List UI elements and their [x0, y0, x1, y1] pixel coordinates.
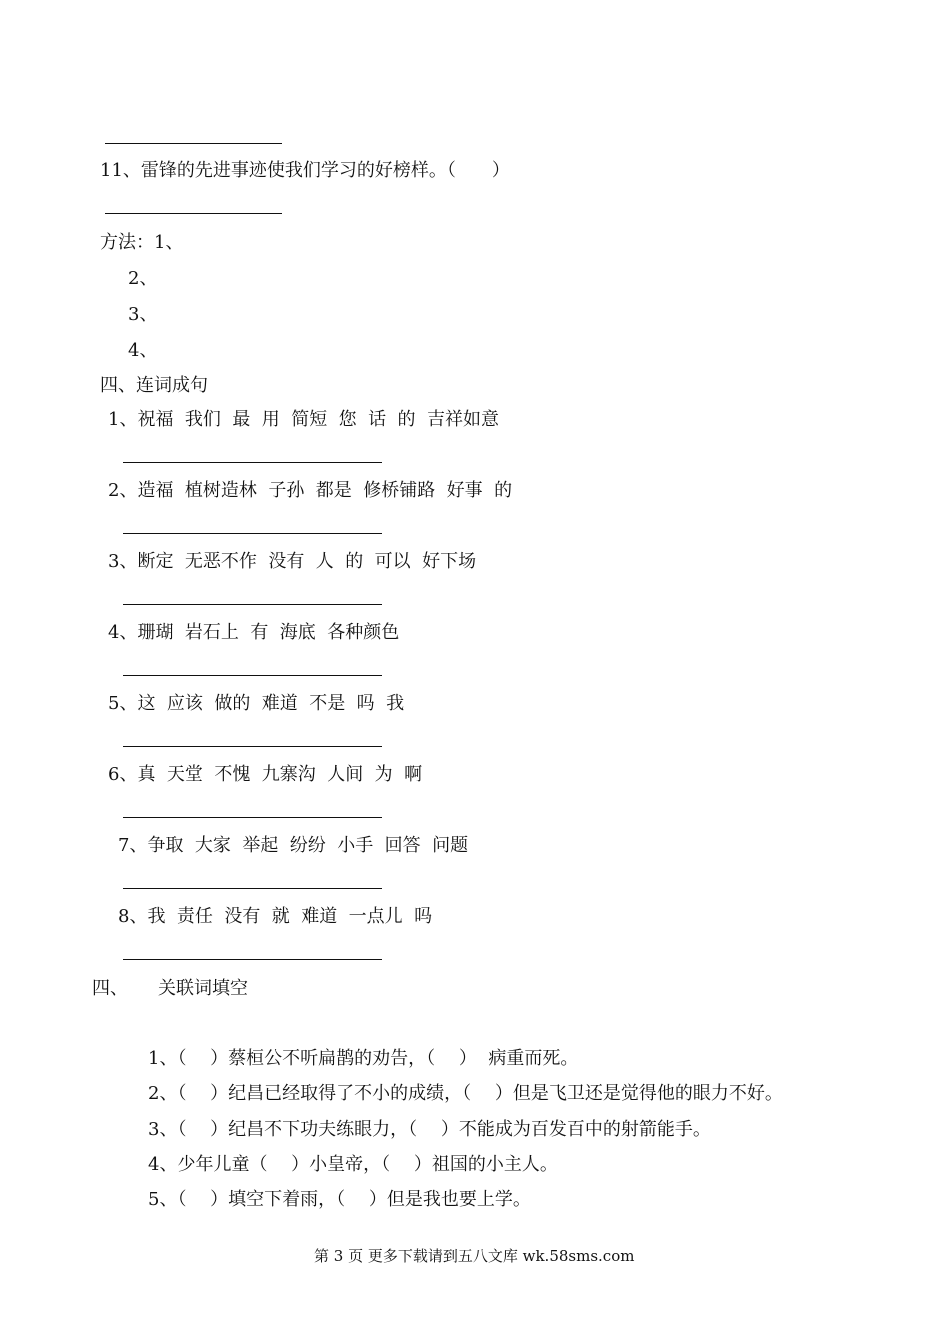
conjunction-item: 4、少年儿童（ ）小皇帝，（ ）祖国的小主人。 — [148, 1154, 558, 1175]
answer-line — [123, 462, 382, 463]
method-item: 2、 — [128, 268, 158, 289]
conjunction-item: 2、（ ）纪昌已经取得了不小的成绩，（ ）但是飞卫还是觉得他的眼力不好。 — [148, 1083, 783, 1104]
answer-line — [123, 817, 382, 818]
sentence-item: 6、真 天堂 不愧 九寨沟 人间 为 啊 — [108, 764, 423, 785]
conjunction-item: 3、（ ）纪昌不下功夫练眼力，（ ）不能成为百发百中的射箭能手。 — [148, 1119, 711, 1140]
answer-line — [105, 213, 282, 214]
method-item: 3、 — [128, 304, 158, 325]
sentence-item: 4、珊瑚 岩石上 有 海底 各种颜色 — [108, 622, 400, 643]
answer-line — [123, 746, 382, 747]
section-title: 四、连词成句 — [100, 375, 208, 396]
answer-line — [105, 143, 282, 144]
question-11: 11、雷锋的先进事迹使我们学习的好榜样。（ ） — [100, 160, 510, 181]
sentence-item: 7、争取 大家 举起 纷纷 小手 回答 问题 — [118, 835, 469, 856]
conjunction-item: 1、（ ）蔡桓公不听扁鹊的劝告，（ ） 病重而死。 — [148, 1048, 579, 1069]
section-title: 关联词填空 — [158, 978, 248, 999]
page-footer: 第 3 页 更多下载请到五八文库 wk.58sms.com — [314, 1247, 635, 1265]
answer-line — [123, 604, 382, 605]
answer-line — [123, 675, 382, 676]
sentence-item: 8、我 责任 没有 就 难道 一点儿 吗 — [118, 906, 433, 927]
sentence-item: 3、断定 无恶不作 没有 人 的 可以 好下场 — [108, 551, 477, 572]
method-item: 4、 — [128, 340, 158, 361]
answer-line — [123, 888, 382, 889]
conjunction-item: 5、（ ）填空下着雨，（ ）但是我也要上学。 — [148, 1189, 531, 1210]
answer-line — [123, 533, 382, 534]
sentence-item: 2、造福 植树造林 子孙 都是 修桥铺路 好事 的 — [108, 480, 513, 501]
sentence-item: 1、祝福 我们 最 用 简短 您 话 的 吉祥如意 — [108, 409, 499, 430]
methods-heading: 方法：1、 — [100, 232, 184, 253]
answer-line — [123, 959, 382, 960]
section-number: 四、 — [92, 978, 128, 999]
sentence-item: 5、这 应该 做的 难道 不是 吗 我 — [108, 693, 405, 714]
